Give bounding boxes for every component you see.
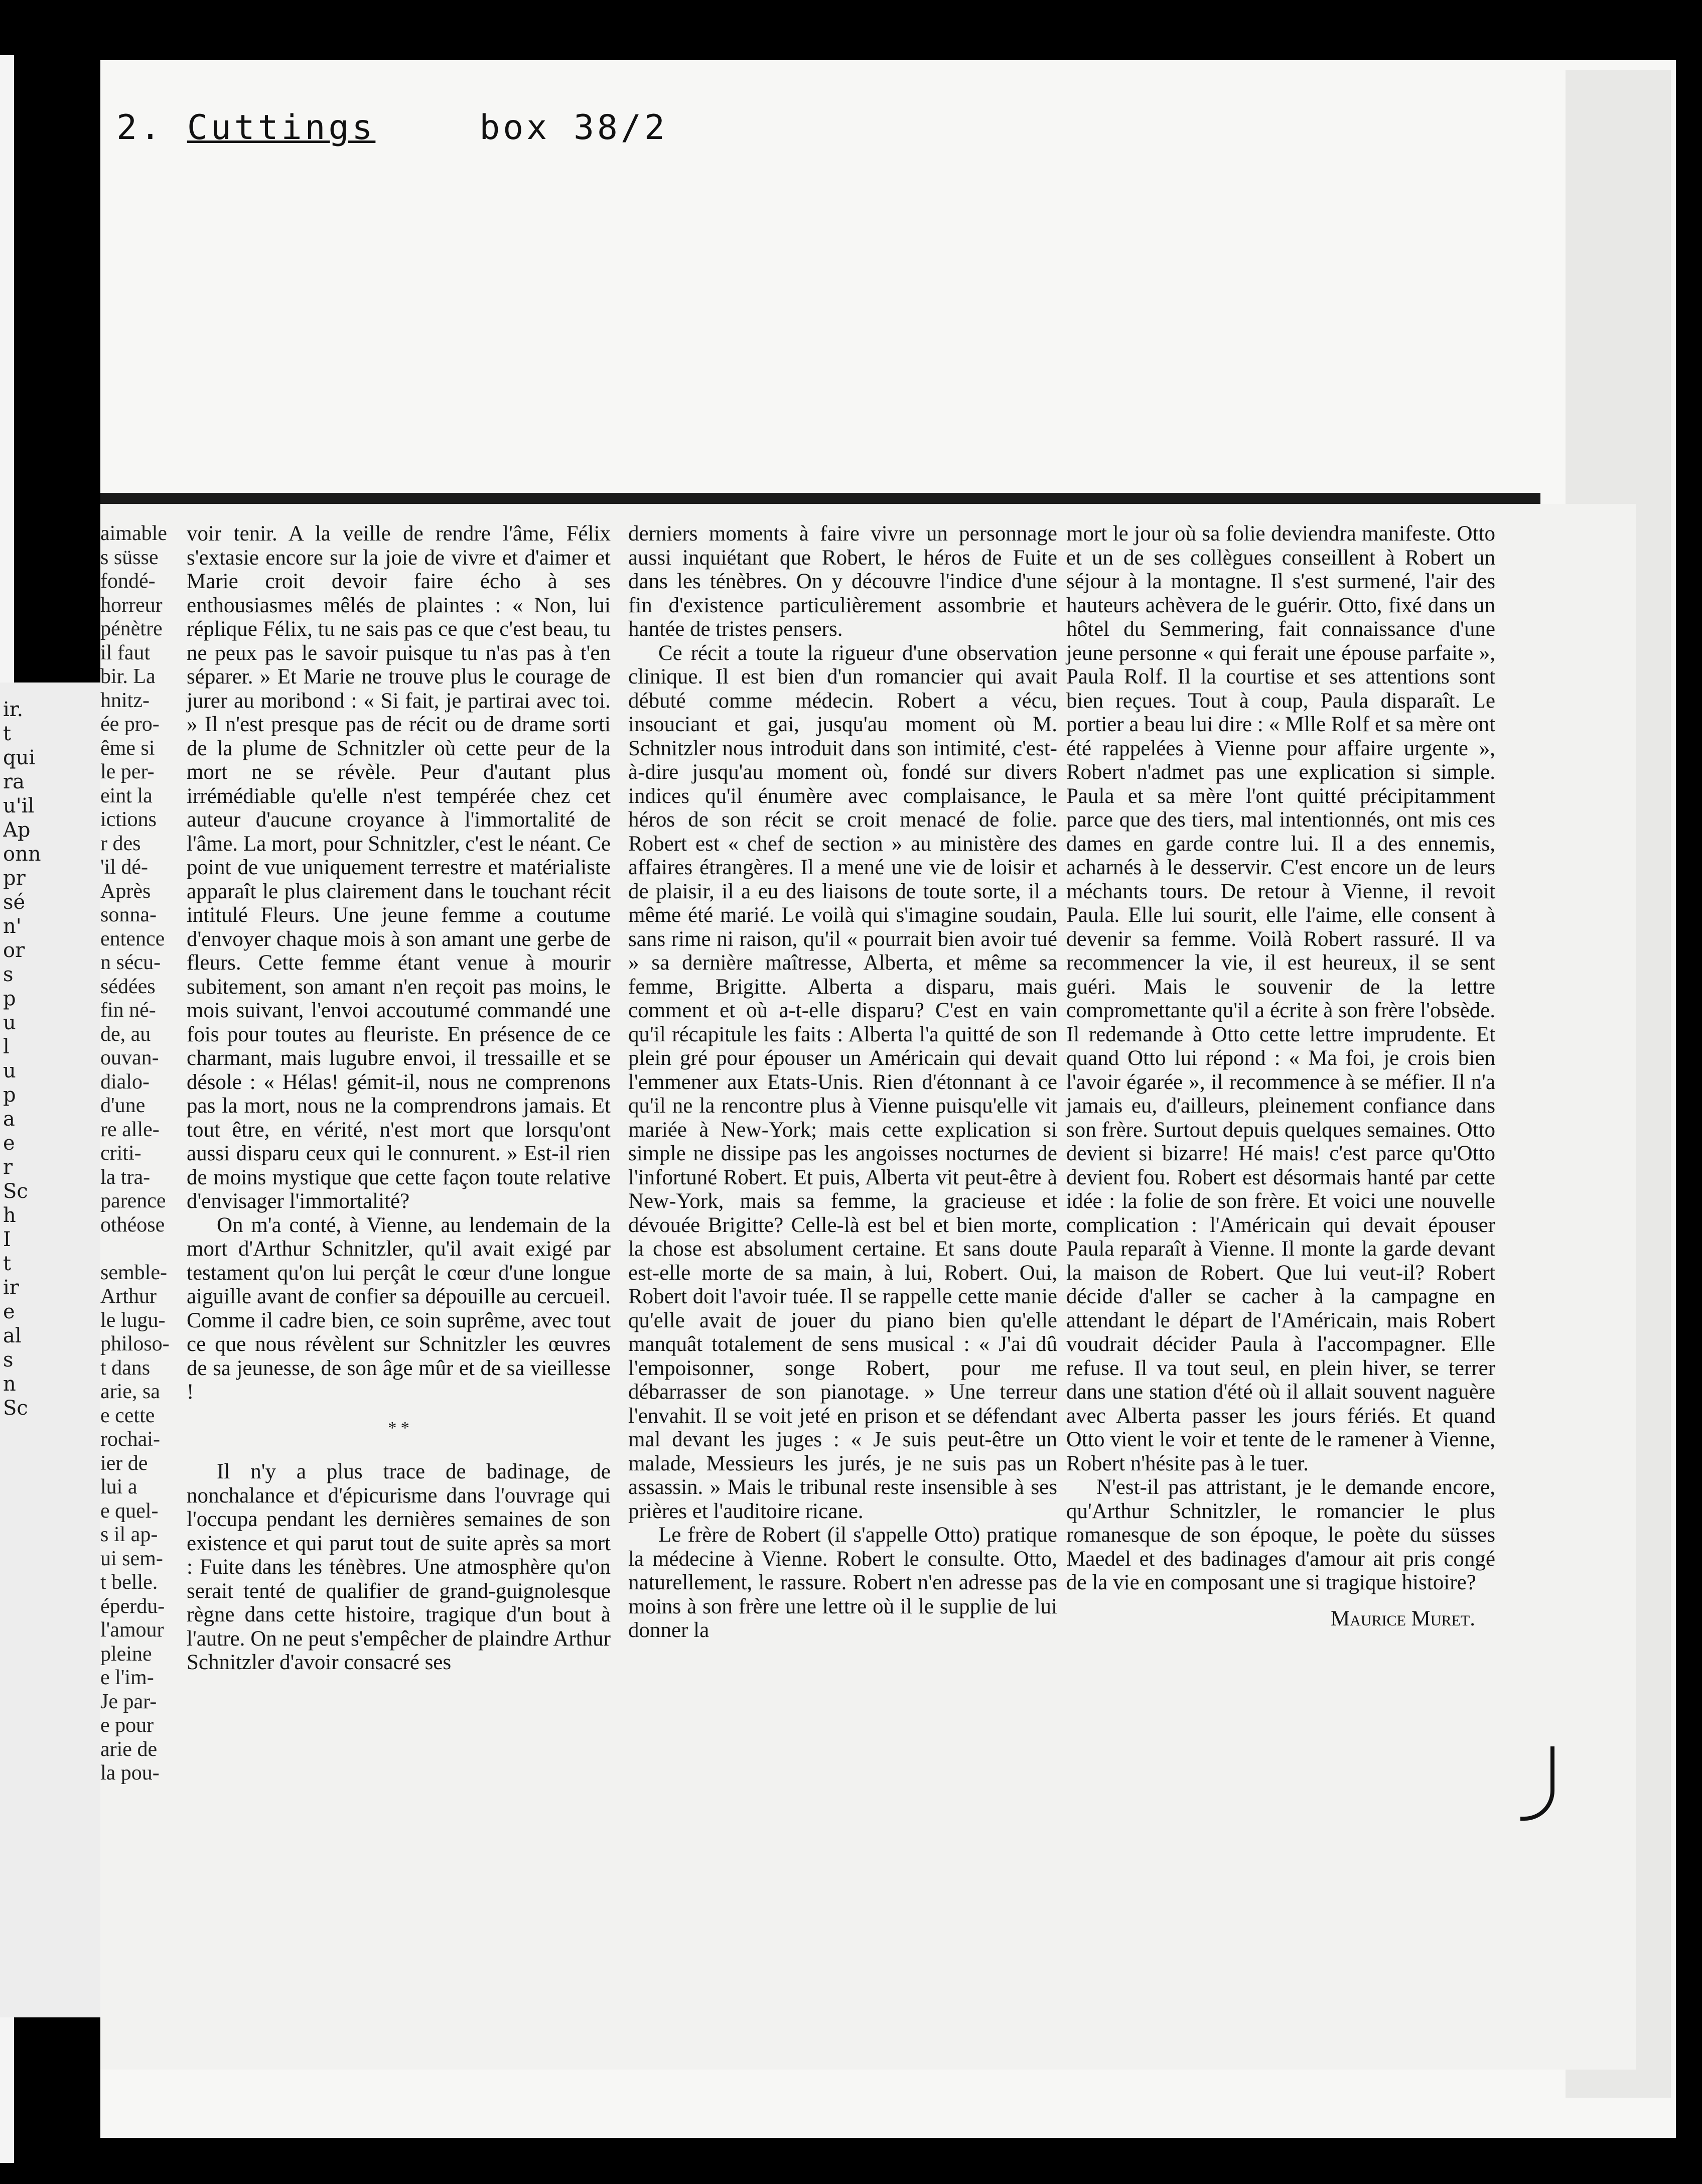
col1-para-3: Il n'y a plus trace de badinage, de nonchalance et d'épicurisme dans l'ouvrage qui l'occupa pendant les dernières semaines de son existence et qui parut tout de suite après sa mort : Fuite dans les ténèbres. Une atmosphère qu'on serait tenté de qualifier de grand-guignolesque règne dans cette histoire, tragique d'un bout à l'autre. On ne peut s'empêcher de plaindre Arthur Schnitzler d'avoir consacré ses (187, 1460, 611, 1674)
clipping-top-rule (100, 493, 1540, 504)
fragment-line: lui a (100, 1475, 137, 1498)
fragment-line: de, au (100, 1022, 151, 1046)
fragment-line: Je par- (100, 1690, 157, 1713)
adjacent-fragment-line: ra (3, 770, 25, 793)
fragment-line: ée pro- (100, 713, 160, 736)
fragment-line: bir. La (100, 665, 156, 688)
fragment-line: fin né- (100, 999, 156, 1022)
fragment-line: s il ap- (100, 1523, 158, 1546)
fragment-line: pleine (100, 1642, 152, 1666)
fragment-line: t dans (100, 1356, 151, 1380)
fragment-line: éperdu- (100, 1594, 165, 1618)
adjacent-fragment-line: n' (3, 915, 22, 938)
fragment-line: sonna- (100, 903, 157, 926)
fragment-line: e quel- (100, 1499, 159, 1523)
header-cuttings: Cuttings (187, 108, 376, 148)
adjacent-fragment-line: p (3, 987, 16, 1010)
fragment-line: la pou- (100, 1761, 160, 1785)
fragment-line: rochai- (100, 1428, 160, 1451)
header-number: 2. (116, 108, 164, 148)
fragment-line: ouvan- (100, 1046, 159, 1069)
fragment-line: d'une (100, 1094, 146, 1117)
fragment-line: e l'im- (100, 1666, 154, 1689)
col1-para-2: On m'a conté, à Vienne, au lendemain de la mort d'Arthur Schnitzler, qu'il avait exigé par testament qu'on lui perçât le cœur d'une longue aiguille avant de confier sa dépouille au cercueil. Comme il cadre bien, ce soin suprême, avec tout ce que nous révèlent sur Schnitzler les œuvres de sa jeunesse, de son âge mûr et de sa vieillesse ! (187, 1213, 611, 1404)
col3-para-1: mort le jour où sa folie deviendra manifeste. Otto et un de ses collègues conseillent à Robert un séjour à la montagne. Il s'est surmené, l'air des hauteurs achèvera de le guérir. Otto, fixé dans un hôtel du Semmering, fait connaissance d'une jeune personne « qui ferait une épouse parfaite », Paula Rolf. Il la courtise et ses attentions sont bien reçues. Tout à coup, Paula disparaît. Le portier a beau lui dire : « Mlle Rolf et sa mère ont été rappelées à Vienne pour affaire urgente », Robert n'admet pas une explication si simple. Paula et sa mère l'ont quitté précipitamment parce que des tiers, mal intentionnés, ont mis ces dames en garde contre lui. Il a des ennemis, acharnés à le desservir. C'est encore un de leurs méchants tours. De retour à Vienne, il revoit Paula. Elle lui sourit, elle l'aime, elle consent à devenir sa femme. Voilà Robert rassuré. Il va recommencer la vie, il est heureux, il se sent guéri. Mais le souvenir de la lettre compromettante qu'il a écrite à son frère l'obsède. Il redemande à Otto cette lettre imprudente. Et quand Otto lui répond : « Ma foi, je crois bien l'avoir égarée », il recommence à se méfier. Il n'a jamais eu, d'ailleurs, pleinement confiance dans son frère. Surtout depuis quelques semaines. Otto devient si bizarre! Hé mais! c'est parce qu'Otto devient fou. Robert est désormais hanté par cette idée : la folie de son frère. Et voici une nouvelle complication : l'Américain qui devait épouser Paula reparaît à Vienne. Il monte la garde devant la maison de Robert. Que lui veut-il? Robert décide d'aller se cacher à la campagne en attendant le départ de l'Américain, mais Robert voudrait décider Paula à l'accompagner. Elle refuse. Il va tout seul, en plein hiver, se terrer dans une station d'été où il allait souvent naguère avec Alberta passer les jours fériés. Et quand Otto vient le voir et tente de le ramener à Vienne, Robert n'hésite pas à le tuer. (1066, 522, 1495, 1475)
fragment-line: t belle. (100, 1571, 158, 1594)
adjacent-fragment-line: onn (3, 843, 41, 866)
fragment-line: aimable (100, 522, 167, 545)
section-break: * * (388, 1418, 409, 1437)
fragment-line: pénètre (100, 617, 163, 640)
adjacent-fragment-line: e (3, 1132, 15, 1155)
adjacent-fragment-line: Sc (3, 1180, 28, 1203)
adjacent-fragment-line: al (3, 1324, 22, 1347)
fragment-line: r des (100, 832, 141, 855)
fragment-line: e pour (100, 1714, 154, 1737)
adjacent-fragment-line: s (3, 1348, 14, 1372)
fragment-line: n sécu- (100, 951, 161, 974)
col2-para-3: Le frère de Robert (il s'appelle Otto) pratique la médecine à Vienne. Robert le consulte. Otto, naturellement, le rassure. Robert n'en adresse pas moins à son frère une lettre où il le supplie de lui donner la (628, 1523, 1057, 1642)
adjacent-fragment-line: h (3, 1204, 16, 1227)
col1-para-1: voir tenir. A la veille de rendre l'âme, Félix s'extasie encore sur la joie de vivre et d'aimer et Marie croit devoir faire écho à ses enthousiasmes mêlés de plaintes : « Non, lui réplique Félix, tu ne sais pas ce que c'est beau, tu ne peux pas le savoir puisque tu n'as pas à t'en séparer. » Et Marie ne trouve plus le courage de jurer au moribond : « Si fait, je partirai avec toi. » Il n'est presque pas de récit ou de drame sorti de la plume de Schnitzler où cette peur de la mort ne se révèle. Peur d'autant plus irrémédiable qu'elle n'est tempérée chez cet auteur d'aucune croyance à l'immortalité de l'âme. La mort, pour Schnitzler, c'est le néant. Ce point de vue uniquement terrestre et matérialiste apparaît le plus clairement dans le touchant récit intitulé Fleurs. Une jeune femme a coutume d'envoyer chaque mois à son amant une gerbe de fleurs. Cette femme étant venue à mourir subitement, son amant n'en reçoit pas moins, le mois suivant, l'envoi accoutumé commandé une fois pour toutes au fleuriste. En présence de ce charmant, mais lugubre envoi, il tressaille et se désole : « Hélas! gémit-il, nous ne comprenons pas la mort, nous ne la comprendrons jamais. Et tout être, en vérité, n'est mort que lorsqu'ont aussi disparu ceux qui le connurent. » Est-il rien de moins mystique que cette façon toute relative d'envisager l'immortalité? (187, 522, 611, 1213)
fragment-line: il faut (100, 641, 151, 664)
header-box: box 38/2 (479, 108, 668, 148)
column-1 (187, 522, 611, 1675)
adjacent-fragment-line: t (3, 722, 12, 745)
adjacent-fragment-line: pr (3, 867, 26, 890)
fragment-line: othéose (100, 1213, 165, 1237)
adjacent-fragment-line: u (3, 1059, 16, 1082)
adjacent-fragment-line: p (3, 1083, 16, 1107)
fragment-line: philoso- (100, 1332, 170, 1355)
adjacent-fragment-line: sé (3, 891, 26, 914)
fragment-line: entence (100, 927, 165, 950)
col2-para-2: Ce récit a toute la rigueur d'une observation clinique. Il est bien d'un romancier qui avait débuté comme médecin. Robert a vécu, insouciant et gai, jusqu'au moment où M. Schnitzler nous introduit dans son intimité, c'est-à-dire jusqu'au moment où, fondé sur divers indices qu'il énumère avec complaisance, le héros de son récit se croit menacé de folie. Robert est « chef de section » au ministère des affaires étrangères. Il a mené une vie de loisir et de plaisir, il a eu des liaisons de toute sorte, il a même été marié. Le voilà qui s'imagine soudain, sans rime ni raison, qu'il « pourrait bien avoir tué » sa dernière maîtresse, Alberta, et même sa femme, Brigitte. Alberta a disparu, mais comment et où a-t-elle disparu? C'est en vain qu'il récapitule les faits : Alberta l'a quitté de son plein gré pour épouser un Américain qui devait l'emmener aux Etats-Unis. Rien d'étonnant à ce qu'il ne la rencontre plus à Vienne puisqu'elle vit mariée à New-York; mais cette explication si simple ne dissipe pas les angoisses nocturnes de l'infortuné Robert. Et puis, Alberta vit peut-être à New-York, mais sa femme, la gracieuse et dévouée Brigitte? Celle-là est bel et bien morte, la chose est absolument certaine. Et sans doute est-elle morte de sa main, à lui, Robert. Oui, Robert doit l'avoir tuée. Il se rappelle cette manie qu'elle avait de jouer du piano bien qu'elle manquât totalement de sens musical : « J'ai dû l'empoisonner, songe Robert, pour me débarrasser de son pianotage. » Une terreur l'envahit. Il se voit jeté en prison et se défendant mal devant les juges : « Je suis peut-être un malade, Messieurs les jurés, je ne suis pas un assassin. » Mais le tribunal reste insensible à ses prières et l'auditoire ricane. (628, 641, 1057, 1523)
fragment-line (100, 1237, 173, 1261)
author-signature: Maurice Muret. (1331, 1606, 1475, 1630)
adjacent-fragment-line: Ap (3, 818, 31, 842)
adjacent-fragment-line: Sc (3, 1397, 28, 1420)
fragment-line: hnitz- (100, 689, 150, 712)
adjacent-fragment-line: a (3, 1108, 15, 1131)
adjacent-fragment-line: I (3, 1228, 11, 1251)
fragment-line: la tra- (100, 1165, 151, 1189)
fragment-line: parence (100, 1189, 166, 1212)
adjacent-clipping-text (3, 698, 98, 1420)
fragment-line: le lugu- (100, 1308, 166, 1332)
fragment-line: 'il dé- (100, 856, 149, 879)
fragment-line: re alle- (100, 1118, 160, 1141)
adjacent-fragment-line: qui (3, 746, 36, 769)
adjacent-fragment-line: ir (3, 1276, 19, 1299)
adjacent-fragment-line: u (3, 1011, 16, 1034)
column-3 (1066, 522, 1495, 1630)
fragment-line: e cette (100, 1404, 155, 1427)
fragment-line: criti- (100, 1142, 141, 1165)
col2-para-1: derniers moments à faire vivre un personnage aussi inquiétant que Robert, le héros de Fuite dans les ténèbres. On y découvre l'indice d'une fin d'existence particulièrement assombrie et hantée de tristes pensers. (628, 522, 1057, 641)
fragment-line: fondé- (100, 570, 156, 593)
fragment-line: sédées (100, 975, 156, 998)
archive-header (116, 108, 668, 148)
col3-para-2: N'est-il pas attristant, je le demande encore, qu'Arthur Schnitzler, le romancier le plus romanesque de son époque, le poète du süsses Maedel et des badinages d'amour ait pris congé de la vie en composant une si tragique histoire? (1066, 1475, 1495, 1594)
fragment-line: Après (100, 879, 151, 903)
adjacent-fragment-line: ir. (3, 698, 24, 721)
adjacent-fragment-line: t (3, 1252, 12, 1275)
adjacent-fragment-line: r (3, 1156, 13, 1179)
adjacent-fragment-line: l (3, 1035, 10, 1058)
adjacent-fragment-line: or (3, 939, 25, 962)
adjacent-fragment-line: e (3, 1300, 15, 1323)
fragment-line: Arthur (100, 1285, 157, 1308)
fragment-line: l'amour (100, 1618, 164, 1642)
fragment-line: ême si (100, 736, 155, 760)
fragment-line: s süsse (100, 545, 159, 569)
fragment-line: arie de (100, 1737, 158, 1761)
fragment-line: eint la (100, 784, 153, 807)
fragment-line: dialo- (100, 1070, 150, 1094)
adjacent-fragment-line: u'il (3, 794, 35, 817)
fragment-line: arie, sa (100, 1380, 160, 1403)
column-2 (628, 522, 1057, 1643)
fragment-line: ier de (100, 1451, 148, 1475)
column-cut-fragment (100, 522, 173, 1786)
fragment-line: semble- (100, 1261, 167, 1284)
fragment-line: ui sem- (100, 1547, 163, 1570)
adjacent-fragment-line: n (3, 1373, 16, 1396)
fragment-line: horreur (100, 593, 163, 617)
adjacent-fragment-line: s (3, 963, 14, 986)
fragment-line: le per- (100, 760, 155, 783)
fragment-line: ictions (100, 808, 157, 831)
